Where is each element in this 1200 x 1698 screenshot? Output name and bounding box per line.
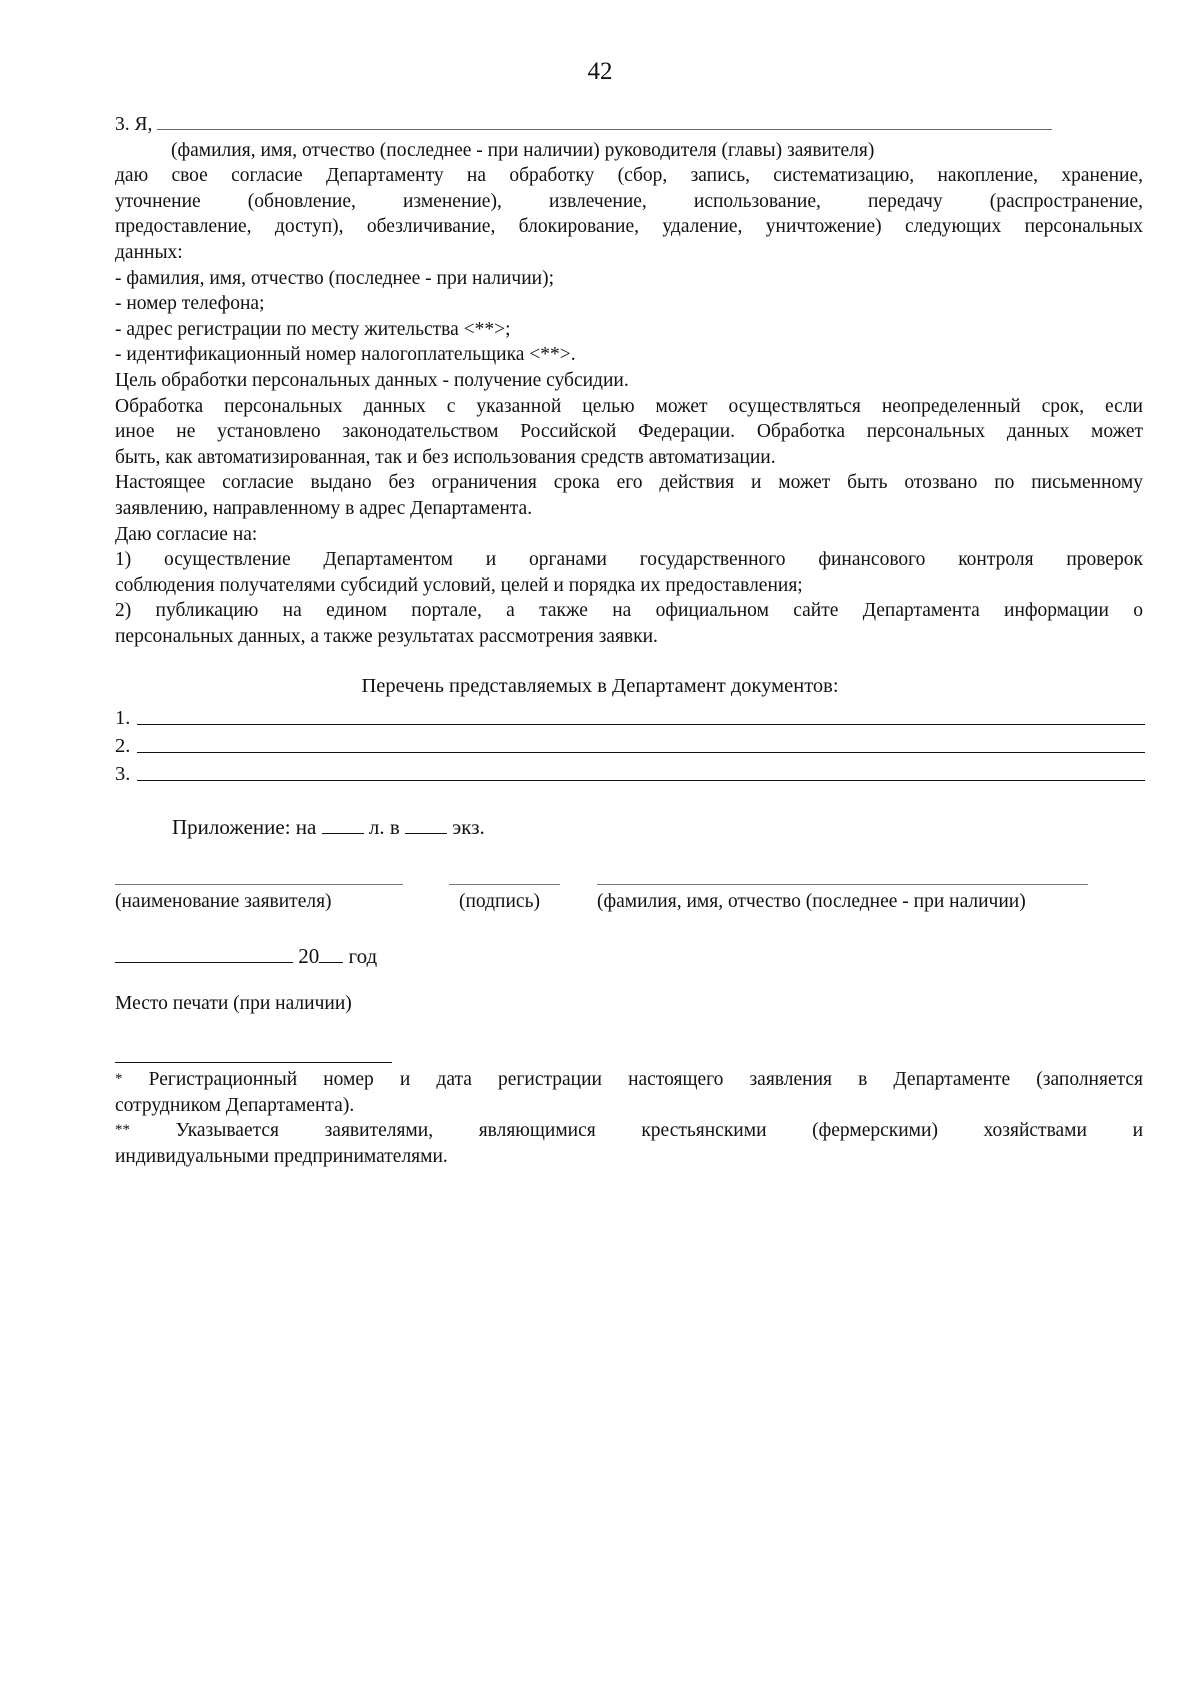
footnote-2-text: Указывается заявителями, являющимися крестьянскими (фермерскими) хозяйствами и: [175, 1120, 1144, 1142]
consent-line-2: уточнение (обновление, изменение), извлечение, использование, передачу (распространение,: [115, 190, 1143, 212]
footnote-separator: [115, 1062, 392, 1063]
docs-list-item: [115, 758, 1145, 786]
applicant-subcaption: (фамилия, имя, отчество (последнее - при наличии) руководителя (главы) заявителя): [171, 139, 875, 161]
page-number: 42: [587, 58, 613, 85]
year-word: год: [348, 944, 378, 968]
docs-item-number: 3.: [115, 763, 131, 785]
processing-line-1: Обработка персональных данных с указанной целью может осуществляться неопределенный срок, если: [115, 395, 1143, 417]
footnote-1-line-2: сотрудником Департамента).: [115, 1094, 355, 1116]
consent-line-1: даю свое согласие Департаменту на обработку (сбор, запись, систематизацию, накопление, хранение,: [115, 165, 1143, 187]
year-suffix-field[interactable]: [319, 944, 343, 963]
agree-heading: Даю согласие на:: [115, 523, 258, 545]
applicant-name-caption: (наименование заявителя): [115, 891, 332, 912]
seal-place: Место печати (при наличии): [115, 993, 352, 1014]
processing-line-2: иное не установлено законодательством Российской Федерации. Обработка персональных данных может: [115, 421, 1143, 443]
agree-item-1-line-2: соблюдения получателями субсидий условий, целей и порядка их предоставления;: [115, 574, 803, 596]
agree-item-1-line-1: 1) осуществление Департаментом и органами государственного финансового контроля проверок: [115, 549, 1143, 571]
footnote-1-mark: *: [115, 1071, 123, 1087]
data-item-1: - фамилия, имя, отчество (последнее - при наличии);: [115, 267, 555, 289]
footnote-1-text: Регистрационный номер и дата регистрации настоящего заявления в Департаменте (заполняется: [148, 1069, 1143, 1090]
footnote-2-mark: **: [115, 1122, 130, 1139]
sheets-unit: л. в: [368, 815, 400, 839]
copies-count-field[interactable]: [405, 815, 447, 834]
applicant-name-field[interactable]: [157, 115, 1052, 130]
data-item-3: - адрес регистрации по месту жительства <**>;: [115, 318, 511, 340]
docs-item-field[interactable]: [137, 732, 1145, 753]
agree-item-2-line-1: 2) публикацию на едином портале, а также на официальном сайте Департамента информации о: [115, 600, 1143, 622]
fio-caption: (фамилия, имя, отчество (последнее - при наличии): [597, 891, 1026, 912]
date-day-month-field[interactable]: [115, 944, 293, 963]
appendix-line: [172, 815, 485, 840]
data-item-4: - идентификационный номер налогоплательщика <**>.: [115, 344, 576, 366]
consent-line-3: предоставление, доступ), обезличивание, блокирование, удаление, уничтожение) следующих персональных: [115, 216, 1143, 238]
sheets-count-field[interactable]: [322, 815, 364, 834]
applicant-name-sign-field[interactable]: [115, 884, 403, 885]
copies-unit: экз.: [452, 815, 485, 839]
signature-field[interactable]: [449, 884, 560, 885]
year-prefix: 20: [298, 944, 320, 968]
docs-list-item: [115, 730, 1145, 758]
docs-list: [115, 702, 1145, 786]
signature-caption: (подпись): [459, 891, 540, 912]
docs-item-number: 2.: [115, 735, 131, 757]
docs-list-item: [115, 702, 1145, 730]
applicant-line: [115, 112, 1143, 138]
appendix-label: Приложение: на: [172, 815, 317, 839]
consent-line-4: данных:: [115, 241, 183, 263]
agree-item-2-line-2: персональных данных, а также результатах рассмотрения заявки.: [115, 625, 658, 647]
consent-block: [115, 112, 1143, 649]
applicant-prefix: 3. Я,: [115, 114, 153, 135]
fio-sign-field[interactable]: [597, 884, 1088, 885]
footnote-1-line-1: [115, 1067, 1143, 1093]
docs-title: Перечень представляемых в Департамент документов:: [361, 675, 839, 697]
footnote-2-line-2: индивидуальными предпринимателями.: [115, 1145, 448, 1167]
validity-line-2: заявлению, направленному в адрес Департамента.: [115, 497, 533, 519]
docs-item-field[interactable]: [137, 760, 1145, 781]
purpose-line: Цель обработки персональных данных - получение субсидии.: [115, 369, 629, 391]
footnote-2-line-1: [115, 1118, 1143, 1144]
processing-line-3: быть, как автоматизированная, так и без использования средств автоматизации.: [115, 446, 776, 468]
docs-item-number: 1.: [115, 707, 131, 729]
validity-line-1: Настоящее согласие выдано без ограничения срока его действия и может быть отозвано по письменному: [115, 472, 1143, 494]
footnotes: [115, 1067, 1143, 1169]
data-item-2: - номер телефона;: [115, 293, 265, 315]
docs-item-field[interactable]: [137, 704, 1145, 725]
date-line: [115, 944, 377, 969]
